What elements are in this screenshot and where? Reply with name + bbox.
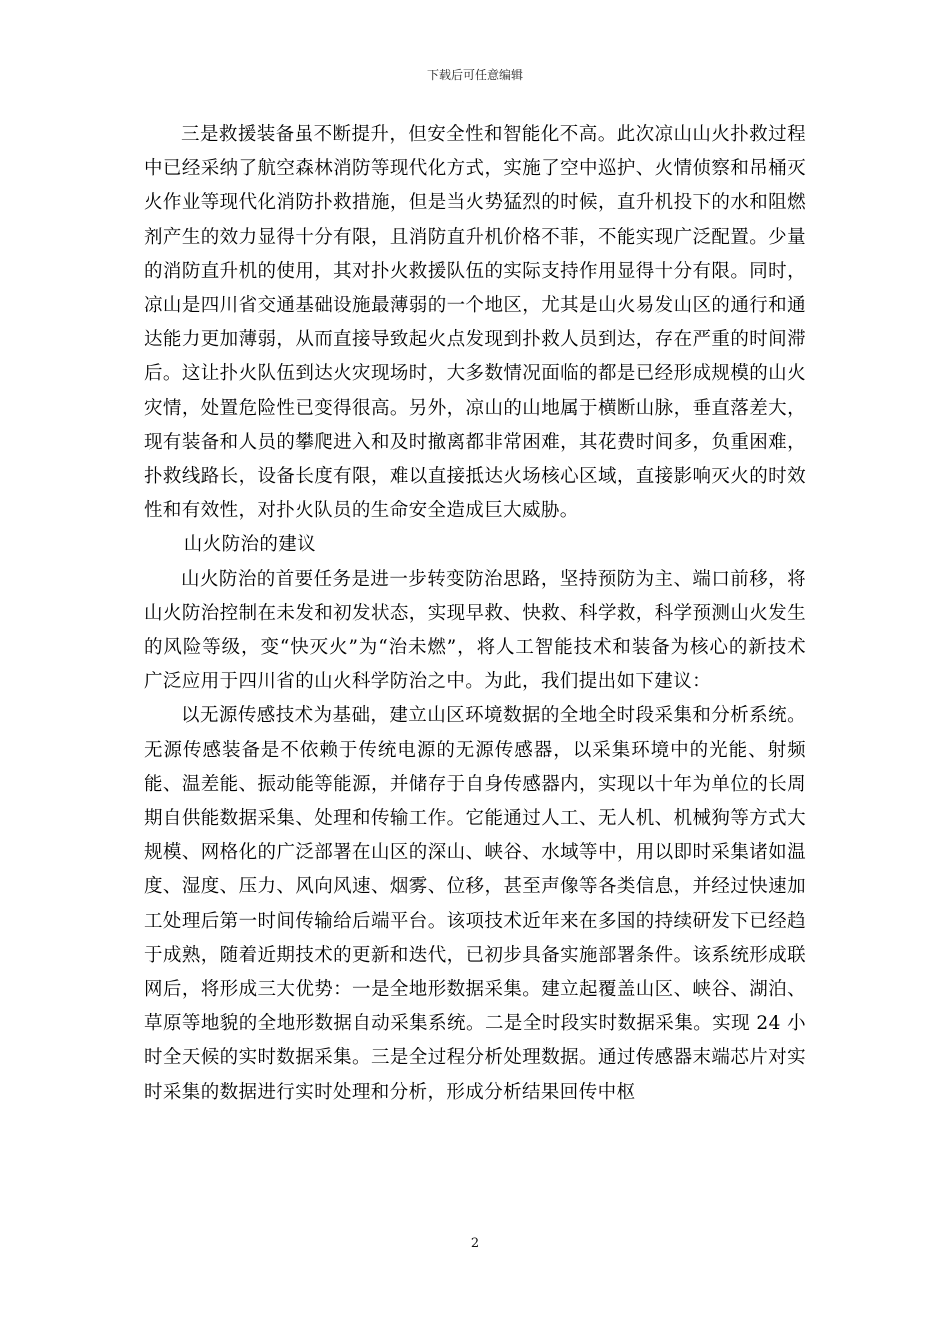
document-body xyxy=(144,118,806,1110)
paragraph-sensing: 以无源传感技术为基础，建立山区环境数据的全地全时段采集和分析系统。无源传感装备是不依赖于传统电源的无源传感器，以采集环境中的光能、射频能、温差能、振动能等能源，并储存于自身传感器内，实现以十年为单位的长周期自供能数据采集、处理和传输工作。它能通过人工、无人机、机械狗等方式大规模、网格化的广泛部署在山区的深山、峡谷、水域等中，用以即时采集诸如温度、湿度、压力、风向风速、烟雾、位移，甚至声像等各类信息，并经过快速加工处理后第一时间传输给后端平台。该项技术近年来在多国的持续研发下已经趋于成熟，随着近期技术的更新和迭代，已初步具备实施部署条件。该系统形成联网后，将形成三大优势：一是全地形数据采集。建立起覆盖山区、峡谷、湖泊、草原等地貌的全地形数据自动采集系统。二是全时段实时数据采集。实现 24 小时全天候的实时数据采集。三是全过程分析处理数据。通过传感器末端芯片对实时采集的数据进行实时处理和分析，形成分析结果回传中枢 xyxy=(144,705,806,1103)
page-header: 下载后可任意编辑 xyxy=(426,68,523,82)
paragraph-prevention: 山火防治的首要任务是进一步转变防治思路，坚持预防为主、端口前移，将山火防治控制在未发和初发状态，实现早救、快救、科学救，科学预测山火发生的风险等级，变“快灭火”为“治未燃”，将人工智能技术和装备为核心的新技术广泛应用于四川省的山火科学防治之中。为此，我们提出如下建议： xyxy=(144,568,806,693)
page-number: 2 xyxy=(470,1236,480,1251)
section-heading: 山火防治的建议 xyxy=(183,534,317,556)
paragraph-equipment: 三是救援装备虽不断提升，但安全性和智能化不高。此次凉山山火扑救过程中已经采纳了航空森林消防等现代化方式，实施了空中巡护、火情侦察和吊桶灭火作业等现代化消防扑救措施，但是当火势猛烈的时候，直升机投下的水和阻燃剂产生的效力显得十分有限，且消防直升机价格不菲，不能实现广泛配置。少量的消防直升机的使用，其对扑火救援队伍的实际支持作用显得十分有限。同时，凉山是四川省交通基础设施最薄弱的一个地区，尤其是山火易发山区的通行和通达能力更加薄弱，从而直接导致起火点发现到扑救人员到达，存在严重的时间滞后。这让扑火队伍到达火灾现场时，大多数情况面临的都是已经形成规模的山火灾情，处置危险性已变得很高。另外，凉山的山地属于横断山脉，垂直落差大，现有装备和人员的攀爬进入和及时撤离都非常困难，其花费时间多，负重困难，扑救线路长，设备长度有限，难以直接抵达火场核心区域，直接影响灭火的时效性和有效性，对扑火队员的生命安全造成巨大威胁。 xyxy=(144,124,806,522)
